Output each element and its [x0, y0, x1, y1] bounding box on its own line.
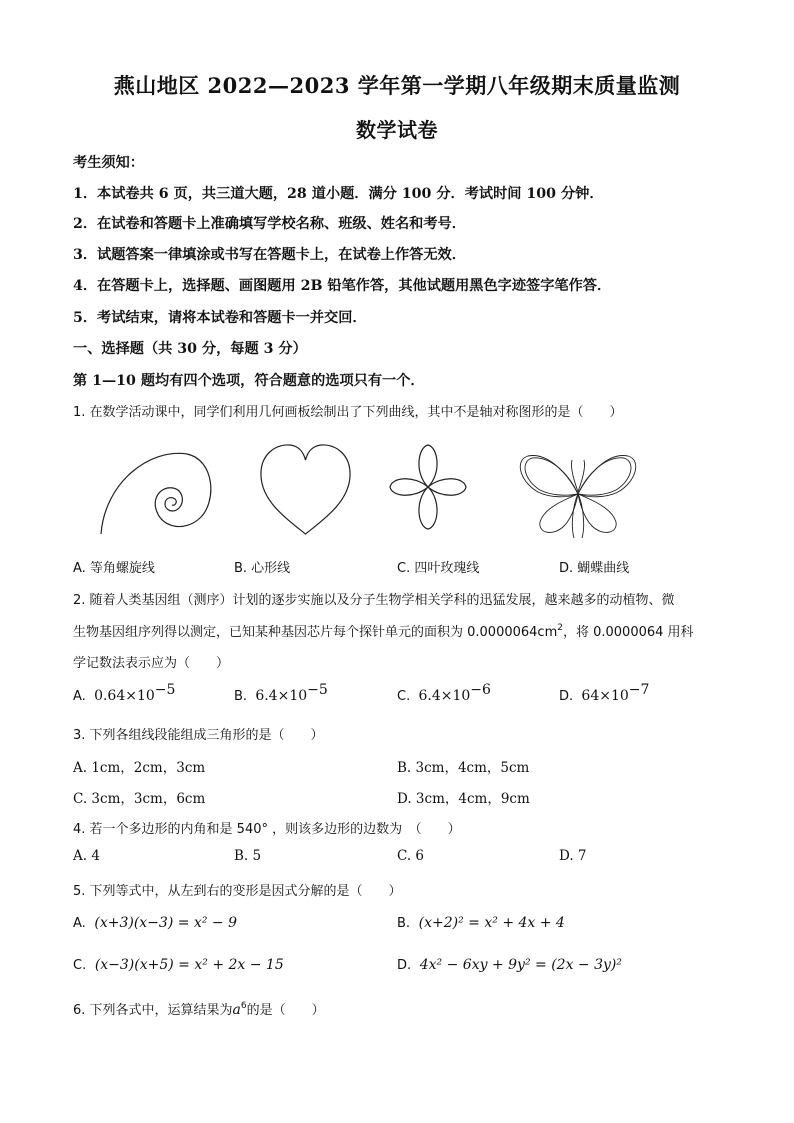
- butterfly-curve-icon: [516, 442, 641, 542]
- q2-option-b: B. $6.4\times 10^{-5}$: [234, 682, 328, 704]
- q2-stem-line2-tail: ，将 0.0000064 用科: [562, 625, 694, 640]
- q5-option-a: A. (x+3)(x−3) = x² − 9: [73, 915, 237, 931]
- q2-option-c: C. $6.4\times 10^{-6}$: [397, 682, 491, 704]
- q2-option-d: D. $64\times 10^{-7}$: [559, 682, 650, 704]
- q1-option-c: C. 四叶玫瑰线: [397, 561, 480, 576]
- q6-exponent: 6: [240, 1001, 247, 1011]
- q5-stem: 5. 下列等式中，从左到右的变形是因式分解的是（ ）: [73, 884, 402, 899]
- q3-option-a: A. 1cm，2cm，3cm: [73, 760, 206, 776]
- spiral-curve-icon: [95, 442, 220, 542]
- q1-option-a: A. 等角螺旋线: [73, 561, 155, 576]
- section-instruction: 第 1—10 题均有四个选项，符合题意的选项只有一个．: [73, 373, 425, 389]
- notice-item-5: 5．考试结束，请将本试卷和答题卡一并交回．: [73, 310, 367, 326]
- q1-stem: 1. 在数学活动课中，同学们利用几何画板绘制出了下列曲线，其中不是轴对称图形的是（ ）: [73, 405, 623, 420]
- q2-stem-line2: [73, 621, 694, 640]
- q2-unit-exponent: 2: [557, 623, 563, 633]
- q4-option-a: A. 4: [73, 848, 100, 864]
- notice-item-3: 3．试题答案一律填涂或书写在答题卡上，在试卷上作答无效．: [73, 247, 466, 263]
- q5-option-b: B. (x+2)² = x² + 4x + 4: [397, 915, 565, 931]
- exam-subtitle: 数学试卷: [356, 118, 438, 142]
- notice-item-1: 1．本试卷共 6 页，共三道大题，28 道小题．满分 100 分．考试时间 100 分钟．: [73, 186, 604, 202]
- q1-option-d: D. 蝴蝶曲线: [559, 561, 630, 576]
- q1-option-b: B. 心形线: [234, 561, 291, 576]
- q5-option-c: C. (x−3)(x+5) = x² + 2x − 15: [73, 957, 284, 973]
- q4-stem: 4. 若一个多边形的内角和是 540° ，则该多边形的边数为 （ ）: [73, 822, 461, 837]
- q3-stem: 3. 下列各组线段能组成三角形的是（ ）: [73, 728, 324, 743]
- q6-stem: [73, 999, 325, 1018]
- q4-option-c: C. 6: [397, 848, 425, 864]
- notice-item-4: 4．在答题卡上，选择题、画图题用 2B 铅笔作答，其他试题用黑色字迹签字笔作答．: [73, 278, 612, 294]
- heart-curve-icon: [258, 442, 353, 537]
- q3-option-d: D. 3cm，4cm，9cm: [397, 791, 530, 807]
- q4-option-d: D. 7: [559, 848, 587, 864]
- four-leaf-rose-icon: [388, 442, 468, 532]
- q6-stem-tail: 的是（ ）: [246, 1003, 325, 1018]
- q3-option-b: B. 3cm，4cm，5cm: [397, 760, 530, 776]
- section-heading: 一、选择题（共 30 分，每题 3 分）: [73, 341, 307, 357]
- exam-title: 燕山地区 2022—2023 学年第一学期八年级期末质量监测: [113, 73, 681, 98]
- q5-option-d: D. 4x² − 6xy + 9y² = (2x − 3y)²: [397, 957, 622, 973]
- q4-option-b: B. 5: [234, 848, 262, 864]
- notice-heading: 考生须知：: [73, 155, 144, 171]
- q3-option-c: C. 3cm，3cm，6cm: [73, 791, 206, 807]
- q2-option-a: A. $0.64\times 10^{-5}$: [73, 682, 176, 704]
- q2-stem-line2-text: 生物基因组序列得以测定，已知某种基因芯片每个探针单元的面积为 0.0000064cm: [73, 625, 558, 640]
- q6-variable: a: [232, 1002, 241, 1018]
- notice-item-2: 2．在试卷和答题卡上准确填写学校名称、班级、姓名和考号．: [73, 216, 466, 232]
- q2-stem-line1: 2. 随着人类基因组（测序）计划的逐步实施以及分子生物学相关学科的迅猛发展，越来越多的动植物、微: [73, 593, 675, 608]
- q6-stem-text: 6. 下列各式中，运算结果为: [73, 1003, 233, 1018]
- q2-stem-line3: 学记数法表示应为（ ）: [73, 656, 230, 671]
